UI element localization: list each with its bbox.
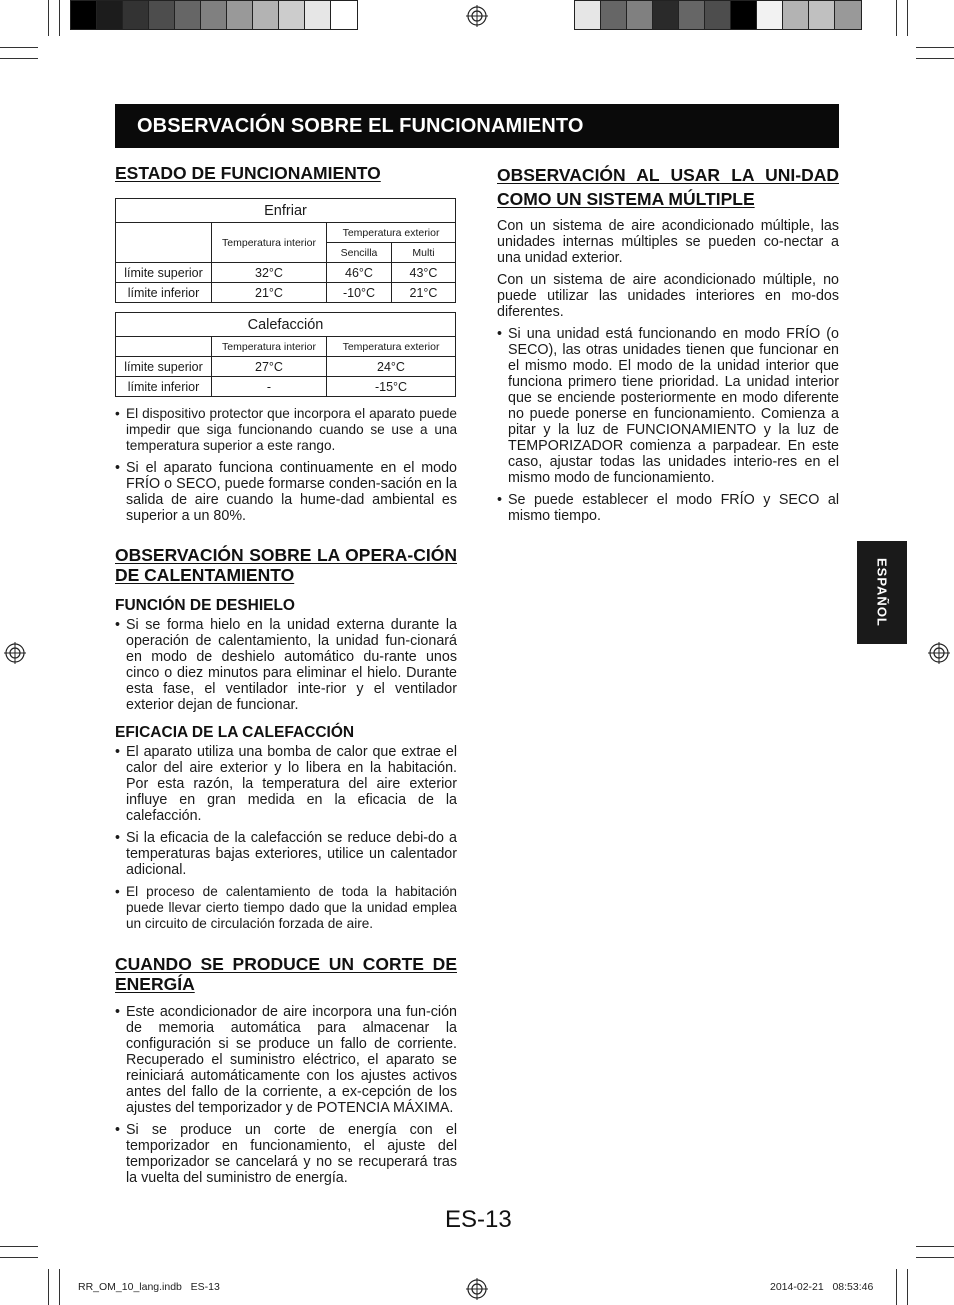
language-tab	[857, 541, 907, 644]
language-label: ESPAÑOL	[874, 558, 890, 627]
swatch	[305, 1, 331, 29]
paragraph: Con un sistema de aire acondicionado múltiple, las unidades internas múltiples se pueden co-nectar a una unidad exterior.	[497, 218, 839, 266]
crop-mark	[59, 0, 60, 36]
swatch	[757, 1, 783, 29]
subsection-title-deshielo: FUNCIÓN DE DESHIELO	[115, 597, 295, 614]
crop-mark	[0, 47, 38, 48]
swatch	[71, 1, 97, 29]
list-item: • Si se produce un corte de energía con el temporizador en funcionamiento, el ajuste del temporizador se cancelará y no se recuperará tras la vuelta del suministro de energía.	[115, 1122, 457, 1186]
swatch	[253, 1, 279, 29]
swatch	[705, 1, 731, 29]
table-cell: 32°C	[212, 263, 327, 283]
table-cell: 43°C	[392, 263, 456, 283]
swatch	[601, 1, 627, 29]
list-item: • Si la eficacia de la calefacción se reduce debi-do a temperaturas bajas exteriores, utilice un calentador adicional.	[115, 830, 457, 878]
paragraph: Con un sistema de aire acondicionado múltiple, no puede utilizar las unidades interiores en mo-dos diferentes.	[497, 272, 839, 320]
swatch	[227, 1, 253, 29]
list-item: • Se puede establecer el modo FRÍO y SECO al mismo tiempo.	[497, 492, 839, 524]
table-row	[116, 283, 456, 303]
section-title-calentamiento: OBSERVACIÓN SOBRE LA OPERA-CIÓN DE CALENTAMIENTO	[115, 545, 457, 585]
table-cell: -15°C	[327, 377, 456, 397]
swatch	[175, 1, 201, 29]
crop-mark	[907, 0, 908, 36]
list-item: • El aparato utiliza una bomba de calor que extrae el calor del aire exterior y lo libera en la habitación. Por esta razón, la temperatura del aire exterior influye en gran medida en la eficacia de la calefacción.	[115, 744, 457, 824]
column-header: Temperatura exterior	[327, 223, 456, 243]
page-title: OBSERVACIÓN SOBRE EL FUNCIONAMIENTO	[137, 115, 584, 137]
column-header: Temperatura interior	[212, 337, 327, 357]
crop-mark	[0, 1246, 38, 1247]
list-item: • El dispositivo protector que incorpora el aparato puede impedir que siga funcionando cuando se use a una temperatura superior a este rango.	[115, 406, 457, 454]
footer-datetime: 2014-02-21 08:53:46	[770, 1281, 874, 1293]
heating-range-table	[115, 312, 456, 397]
swatch	[627, 1, 653, 29]
deshielo-notes	[115, 617, 457, 713]
empty-cell	[116, 337, 212, 357]
footer-file-info: RR_OM_10_lang.indb ES-13	[78, 1281, 220, 1293]
registration-mark-icon	[4, 642, 26, 664]
list-item: • Este acondicionador de aire incorpora una fun-ción de memoria automática para almacenar la configuración si se produce un fallo de corriente. Recuperado el suministro eléctrico, el aparato se reiniciará automáticamente con los ajustes activos antes del fallo de la corriente, a ex-cepción de los ajustes del temporizador y de POTENCIA MÁXIMA.	[115, 1004, 457, 1116]
swatch	[731, 1, 757, 29]
crop-mark	[896, 1269, 897, 1305]
registration-mark-icon	[466, 5, 488, 27]
table-caption: Calefacción	[116, 313, 456, 337]
subsection-title-eficacia: EFICACIA DE LA CALEFACCIÓN	[115, 724, 355, 741]
swatch	[331, 1, 357, 29]
crop-mark	[0, 1257, 38, 1258]
list-item: • El proceso de calentamiento de toda la habitación puede llevar cierto tiempo dado que la unidad emplea un circuito de circulación forzada de aire.	[115, 884, 457, 932]
table-row	[116, 377, 456, 397]
crop-mark	[916, 1246, 954, 1247]
crop-mark	[896, 0, 897, 36]
column-header: Temperatura exterior	[327, 337, 456, 357]
swatch	[679, 1, 705, 29]
list-item: • Si se forma hielo en la unidad externa durante la operación de calentamiento, la unidad fun-cionará en modo de deshielo automático du-rante unos cinco o diez minutos para eliminar el hielo. Durante esta fase, el ventilador inte-rior y el ventilador exterior dejan de funcionar.	[115, 617, 457, 713]
crop-mark	[916, 47, 954, 48]
section-title-estado: ESTADO DE FUNCIONAMIENTO	[115, 163, 381, 183]
crop-mark	[48, 0, 49, 36]
table-caption: Enfriar	[116, 199, 456, 223]
section-header-band	[115, 104, 839, 148]
page-number: ES-13	[445, 1206, 512, 1233]
table-row	[116, 263, 456, 283]
table-row	[116, 357, 456, 377]
eficacia-notes	[115, 744, 457, 932]
swatch	[123, 1, 149, 29]
empty-cell	[116, 223, 212, 263]
crop-mark	[0, 58, 38, 59]
column-header: Multi	[392, 243, 456, 263]
section-title-corte: CUANDO SE PRODUCE UN CORTE DE ENERGÍA	[115, 954, 457, 994]
swatch	[149, 1, 175, 29]
list-item: • Si una unidad está funcionando en modo FRÍO (o SECO), las otras unidades tienen que funcionar en el mismo modo. El modo de la unidad interior que funciona primero tiene prioridad. La unidad interior que se enciende posteriormente en modo diferente no puede ponerse en funcionamiento. Comienza a pitar y la luz de FUNCIONAMIENTO y la luz de TEMPORIZADOR comienza a parpadear. En este caso, ajustar todas las unidades interio-res en el mismo modo de funcionamiento.	[497, 326, 839, 486]
swatch	[97, 1, 123, 29]
swatch	[835, 1, 861, 29]
swatch	[809, 1, 835, 29]
multiple-notes	[497, 326, 839, 524]
swatch	[783, 1, 809, 29]
list-item: • Si el aparato funciona continuamente en el modo FRÍO o SECO, puede formarse conden-sación en la salida de aire cuando la hume-dad ambiental es superior a un 80%.	[115, 460, 457, 524]
crop-mark	[916, 58, 954, 59]
section-title-multiple: OBSERVACIÓN AL USAR LA UNI-DAD COMO UN SISTEMA MÚLTIPLE	[497, 165, 839, 209]
table-cell: 24°C	[327, 357, 456, 377]
table-cell: -	[212, 377, 327, 397]
table-cell: -10°C	[327, 283, 392, 303]
crop-mark	[48, 1269, 49, 1305]
swatch	[201, 1, 227, 29]
color-swatch-bar-left	[70, 0, 358, 30]
table-cell: 21°C	[392, 283, 456, 303]
table-cell: 21°C	[212, 283, 327, 303]
swatch	[653, 1, 679, 29]
crop-mark	[59, 1269, 60, 1305]
column-header: Temperatura interior	[212, 223, 327, 263]
color-swatch-bar-right	[574, 0, 862, 30]
swatch	[575, 1, 601, 29]
column-header: Sencilla	[327, 243, 392, 263]
right-column	[497, 163, 839, 524]
corte-notes	[115, 1004, 457, 1186]
left-column	[115, 163, 457, 1186]
cooling-range-table	[115, 198, 456, 303]
row-label: límite superior	[116, 263, 212, 283]
table-cell: 46°C	[327, 263, 392, 283]
row-label: límite superior	[116, 357, 212, 377]
crop-mark	[907, 1269, 908, 1305]
registration-mark-icon	[928, 642, 950, 664]
swatch	[279, 1, 305, 29]
table-cell: 27°C	[212, 357, 327, 377]
row-label: límite inferior	[116, 377, 212, 397]
crop-mark	[916, 1257, 954, 1258]
registration-mark-icon	[466, 1278, 488, 1300]
estado-notes	[115, 406, 457, 524]
row-label: límite inferior	[116, 283, 212, 303]
